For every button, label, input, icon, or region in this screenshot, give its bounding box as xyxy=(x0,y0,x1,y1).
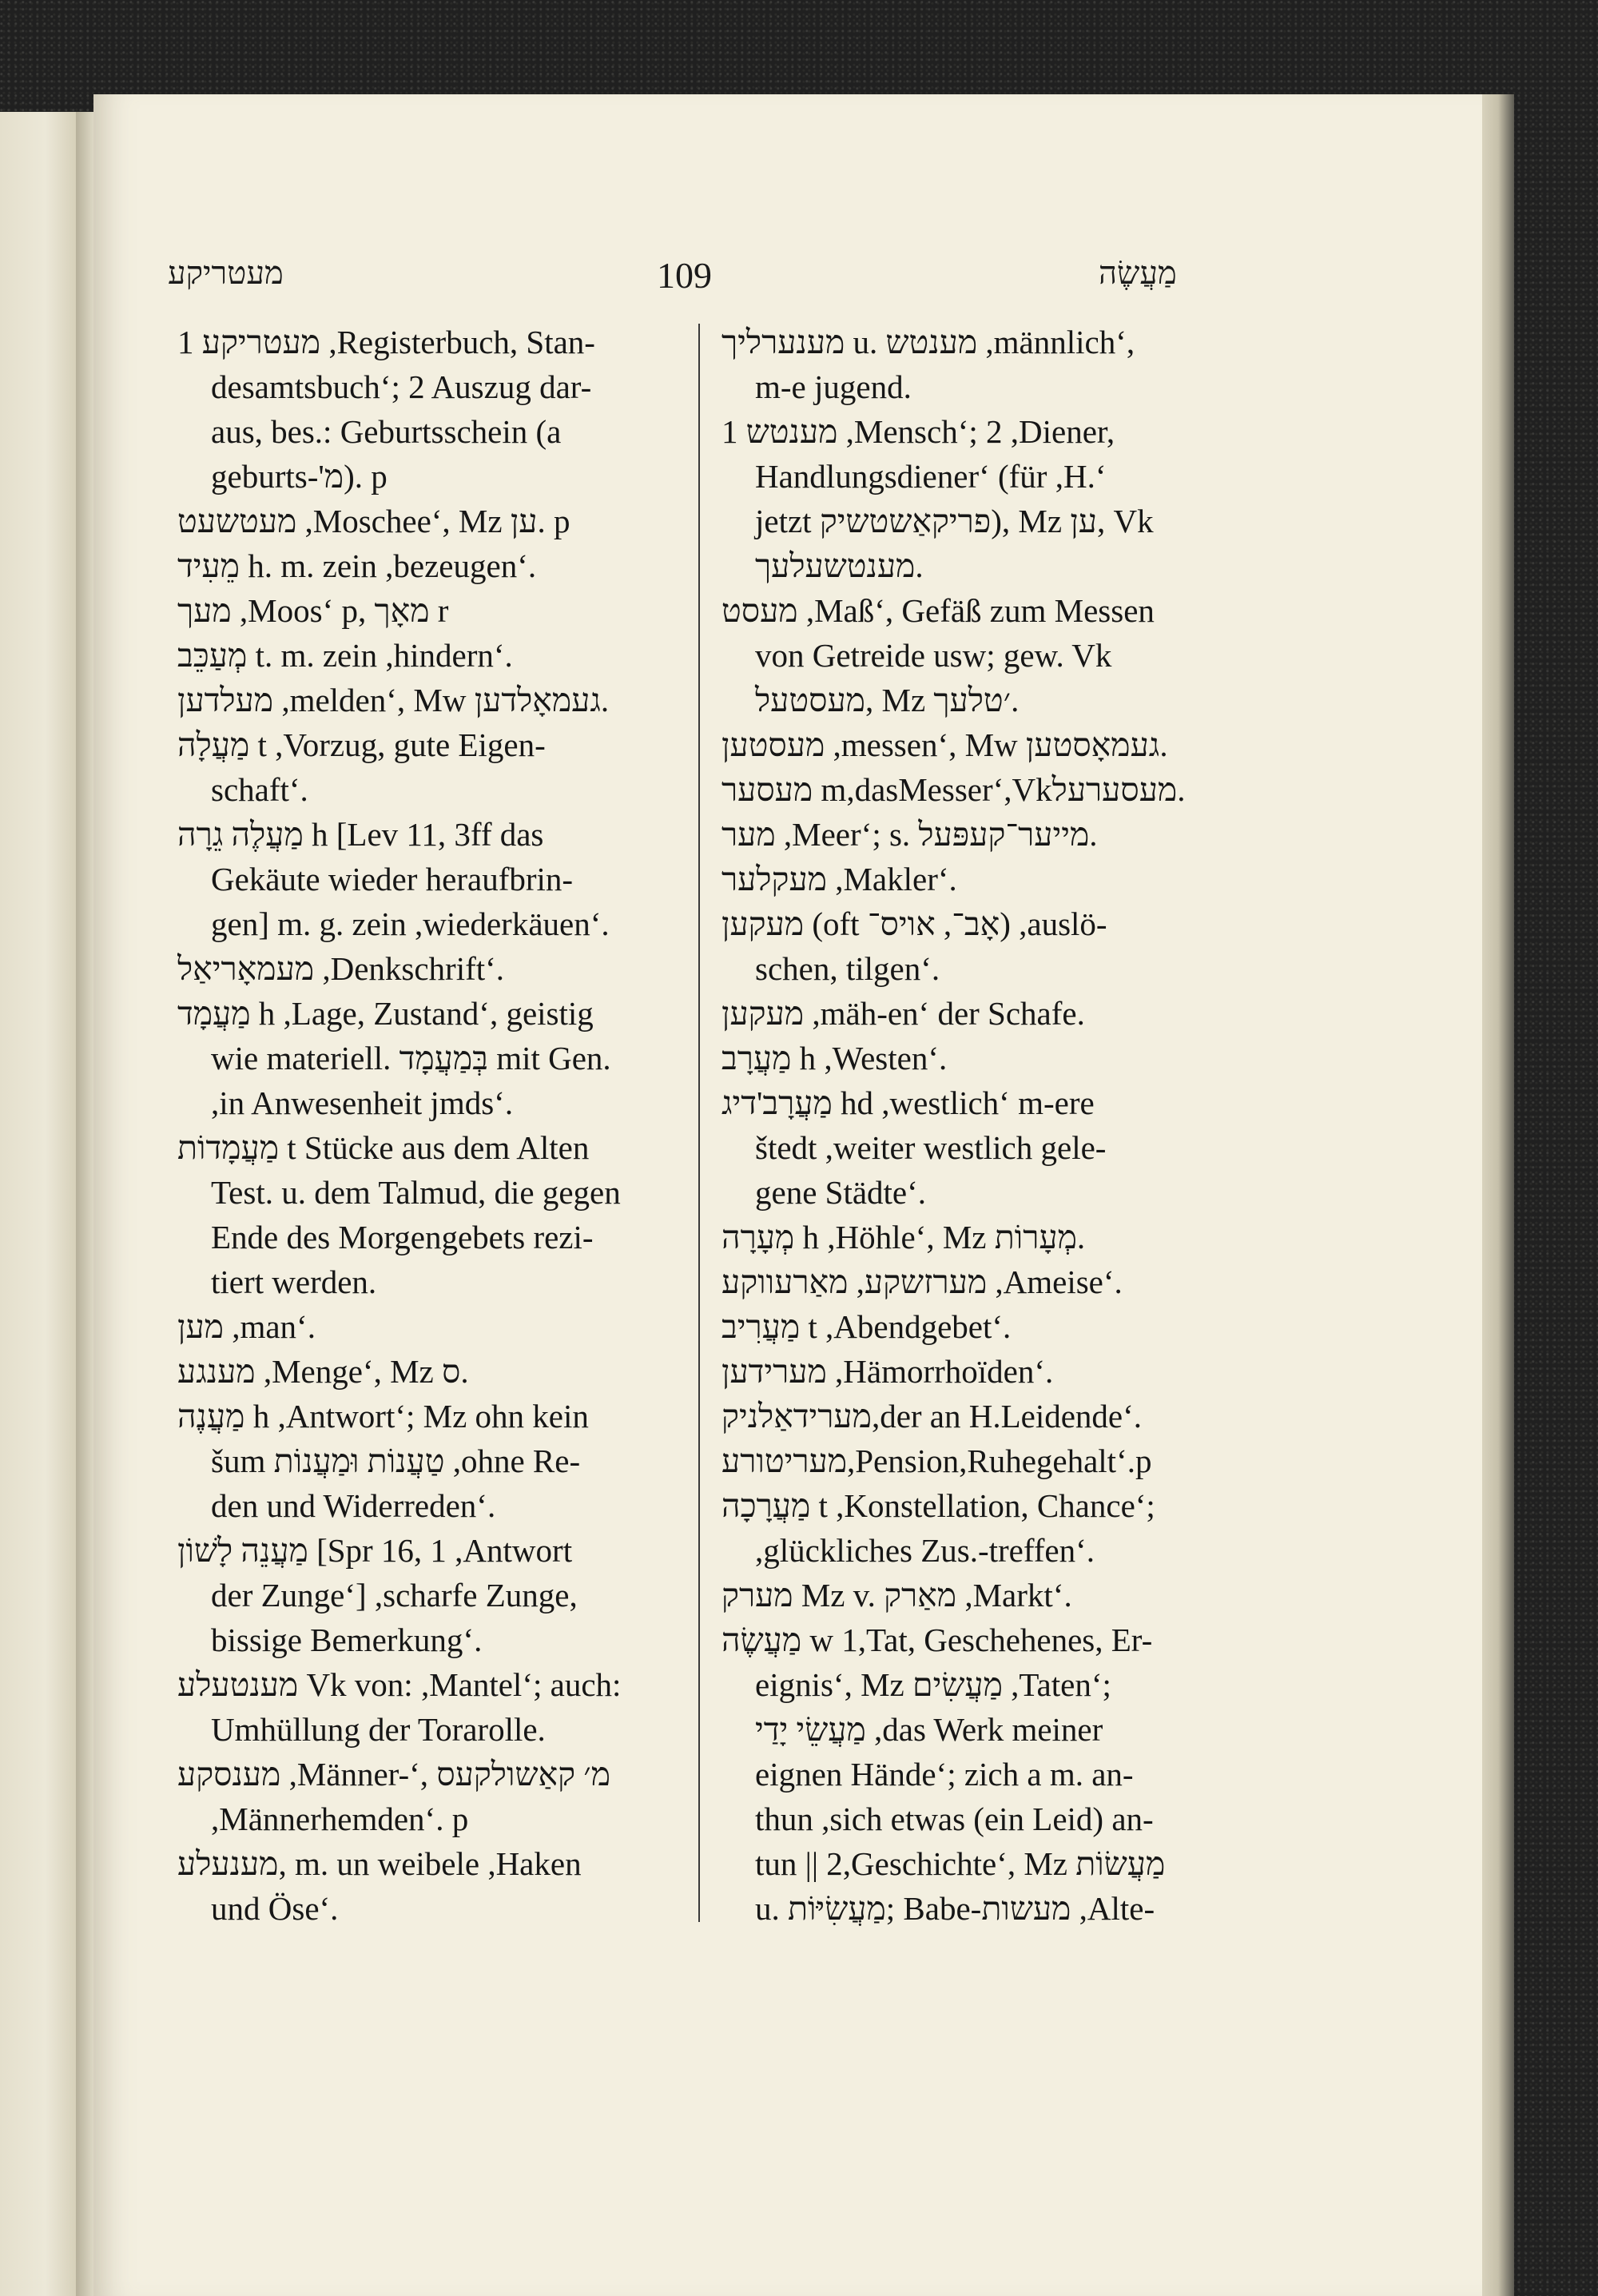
entry-headline: מְעַכֵּב t. m. zein ,hindern‘. xyxy=(177,637,513,674)
entry-continuation: Ende des Morgengebets rezi- xyxy=(211,1219,594,1255)
entry-headline: מעקען ,mäh-en‘ der Schafe. xyxy=(721,995,1085,1032)
dictionary-entry xyxy=(721,1438,1201,1483)
entry-continuation: ,glückliches Zus.-treffen‘. xyxy=(755,1532,1095,1569)
dictionary-entry xyxy=(177,812,679,946)
entry-continuation: von Getreide usw; gew. Vk xyxy=(755,637,1112,674)
dictionary-entry xyxy=(721,767,1201,812)
entry-headline: מַעֲרָכָה t ,Konstellation, Chance‘; xyxy=(721,1487,1155,1524)
running-head-right: מַעֲשֶׂה xyxy=(1099,255,1177,292)
dictionary-entry xyxy=(177,946,679,991)
dictionary-entry xyxy=(721,1483,1201,1573)
dictionary-entry xyxy=(721,320,1201,409)
dictionary-entry xyxy=(177,1528,679,1662)
right-column xyxy=(721,320,1201,1931)
dictionary-entry xyxy=(721,991,1201,1036)
dictionary-entry xyxy=(721,588,1201,722)
dictionary-entry xyxy=(177,1394,679,1528)
entry-headline: מעלדען ,melden‘, Mw געמאָלדען. xyxy=(177,682,610,718)
dictionary-entry xyxy=(177,320,679,499)
dictionary-entry xyxy=(177,588,679,633)
dictionary-entry xyxy=(177,678,679,722)
page-stack-edge xyxy=(1482,94,1514,2296)
entry-headline: מענטעלע Vk von: ,Mantel‘; auch: xyxy=(177,1666,622,1703)
entry-headline: מֵעִיד h. m. zein ,bezeugen‘. xyxy=(177,547,537,584)
dictionary-entry xyxy=(177,1349,679,1394)
dictionary-entry xyxy=(721,1349,1201,1394)
entry-continuation: eignen Hände‘; zich a m. an- xyxy=(755,1756,1134,1793)
entry-continuation: u. מַעֲשִׂיּוֹת; Babe-מעשות ,Alte- xyxy=(755,1890,1155,1927)
entry-headline: מעקען (oft אָב־, אויס־) ,auslö- xyxy=(721,905,1107,942)
entry-continuation: מעסטעל, Mz ׳טלעך. xyxy=(755,682,1020,718)
entry-headline: מעטשעט ,Moschee‘, Mz ען. p xyxy=(177,503,570,539)
dictionary-entry xyxy=(177,1125,679,1304)
entry-headline: מַעֲרָב'דיג hd ,westlich‘ m-ere xyxy=(721,1084,1095,1121)
entry-continuation: tun || 2,Geschichte‘, Mz מַעֲשׂוֹת xyxy=(755,1845,1166,1882)
left-column xyxy=(177,320,679,1931)
dictionary-entry xyxy=(177,722,679,812)
entry-headline: מערידאַלניק,der an H.Leidende‘. xyxy=(721,1398,1143,1435)
entry-continuation: šum טַעֲנוֹת וּמַעֲנוֹת ,ohne Re- xyxy=(211,1442,581,1479)
entry-continuation: gene Städte‘. xyxy=(755,1174,927,1211)
dictionary-entry xyxy=(177,1662,679,1752)
entry-headline: מעטריקע 1 ,Registerbuch, Stan- xyxy=(177,324,595,360)
entry-headline: מַעֲנֵה לָשׁוֹן [Spr 16, 1 ,Antwort xyxy=(177,1532,573,1569)
entry-continuation: štedt ,weiter westlich gele- xyxy=(755,1129,1107,1166)
entry-headline: מעך ,Moos‘ p, מאָך r xyxy=(177,592,449,629)
dictionary-entry xyxy=(721,1259,1201,1304)
entry-continuation: Handlungsdiener‘ (für ,H.‘ xyxy=(755,458,1107,495)
entry-continuation: ,Männerhemden‘. p xyxy=(211,1801,469,1837)
dictionary-entry xyxy=(177,1304,679,1349)
entry-continuation: tiert werden. xyxy=(211,1263,377,1300)
dictionary-entry xyxy=(721,812,1201,857)
entry-headline: מַעֲרִיב t ,Abendgebet‘. xyxy=(721,1308,1012,1345)
page-number: 109 xyxy=(657,255,712,296)
dictionary-entry xyxy=(721,1036,1201,1080)
entry-headline: מערידען ,Hämorrhoïden‘. xyxy=(721,1353,1054,1390)
entry-headline: מַעֲרָב h ,Westen‘. xyxy=(721,1040,948,1076)
entry-headline: מַעֲנֶה h ,Antwort‘; Mz ohn kein xyxy=(177,1398,589,1435)
entry-headline: מענטש 1 ,Mensch‘; 2 ,Diener, xyxy=(721,413,1115,450)
entry-continuation: schen, tilgen‘. xyxy=(755,950,940,987)
entry-continuation: den und Widerreden‘. xyxy=(211,1487,496,1524)
dictionary-entry xyxy=(177,633,679,678)
entry-continuation: מַעֲשֵׂי יָדַי ,das Werk meiner xyxy=(755,1711,1103,1748)
entry-headline: מענסקע ,Männer-‘, מ׳ קאַשולקעס xyxy=(177,1756,611,1793)
entry-headline: מערזשקע, מאַרעווקע ,Ameise‘. xyxy=(721,1263,1123,1300)
entry-headline: מענערליך u. מענטש ,männlich‘, xyxy=(721,324,1135,360)
dictionary-entry xyxy=(721,409,1201,588)
dictionary-entry xyxy=(177,543,679,588)
dictionary-entry xyxy=(721,1394,1201,1438)
entry-headline: מעסער m,dasMesser‘,Vkמעסערעל. xyxy=(721,771,1186,808)
entry-headline: מעסטען ,messen‘, Mw געמאָסטען. xyxy=(721,726,1168,763)
entry-headline: מַעֲלָה t ,Vorzug, gute Eigen- xyxy=(177,726,546,763)
entry-headline: מער ,Meer‘; s. מייער־קעפּעל. xyxy=(721,816,1098,853)
entry-continuation: bissige Bemerkung‘. xyxy=(211,1622,483,1658)
dictionary-entry xyxy=(177,499,679,543)
entry-continuation: schaft‘. xyxy=(211,771,308,808)
entry-continuation: desamtsbuch‘; 2 Auszug dar- xyxy=(211,368,592,405)
entry-continuation: Test. u. dem Talmud, die gegen xyxy=(211,1174,621,1211)
entry-continuation: und Öse‘. xyxy=(211,1890,339,1927)
entry-headline: מַעֲשֶׂה w 1,Tat, Geschehenes, Er- xyxy=(721,1622,1153,1658)
entry-headline: מַעֲמָד h ,Lage, Zustand‘, geistig xyxy=(177,995,594,1032)
dictionary-entry xyxy=(177,1841,679,1931)
entry-headline: מעמאָריאַל ,Denkschrift‘. xyxy=(177,950,505,987)
entry-headline: מערק Mz v. מאַרק ,Markt‘. xyxy=(721,1577,1072,1614)
entry-headline: מעסט ,Maß‘, Gefäß zum Messen xyxy=(721,592,1155,629)
book-gutter xyxy=(76,112,93,2296)
dictionary-entry xyxy=(721,1618,1201,1931)
entry-headline: מעריטורע,Pension,Ruhegehalt‘.p xyxy=(721,1442,1152,1479)
entry-continuation: der Zunge‘] ,scharfe Zunge, xyxy=(211,1577,578,1614)
entry-continuation: ,in Anwesenheit jmds‘. xyxy=(211,1084,514,1121)
entry-headline: מַעֲמָדוֹת t Stücke aus dem Alten xyxy=(177,1129,590,1166)
entry-headline: מענגע ,Menge‘, Mz ס. xyxy=(177,1353,469,1390)
entry-continuation: gen] m. g. zein ,wiederkäuen‘. xyxy=(211,905,610,942)
dictionary-entry xyxy=(721,901,1201,991)
dictionary-entry xyxy=(721,857,1201,901)
entry-headline: מַעֲלֶה גֵרָה h [Lev 11, 3ff das xyxy=(177,816,544,853)
entry-continuation: מענטשעלעך. xyxy=(755,547,924,584)
dictionary-entry xyxy=(721,1304,1201,1349)
entry-continuation: wie materiell. בְּמַעֲמָד mit Gen. xyxy=(211,1040,611,1076)
dictionary-entry xyxy=(177,1752,679,1841)
entry-continuation: geburts-'מ). p xyxy=(211,458,388,495)
entry-headline: מענעלע, m. un weibele ,Haken xyxy=(177,1845,582,1882)
entry-continuation: Umhüllung der Torarolle. xyxy=(211,1711,546,1748)
dictionary-entry xyxy=(177,991,679,1125)
entry-continuation: jetzt פריקאַשטשיק), Mz ען, Vk xyxy=(755,503,1154,539)
entry-continuation: Gekäute wieder heraufbrin- xyxy=(211,861,574,897)
entry-continuation: m-e jugend. xyxy=(755,368,912,405)
dictionary-entry xyxy=(721,1573,1201,1618)
entry-continuation: aus, bes.: Geburtsschein (a xyxy=(211,413,562,450)
previous-page-edge xyxy=(0,112,78,2296)
dictionary-entry xyxy=(721,1215,1201,1259)
entry-headline: מען ,man‘. xyxy=(177,1308,316,1345)
entry-continuation: eignis‘, Mz מַעֲשִׂים ,Taten‘; xyxy=(755,1666,1111,1703)
entry-continuation: thun ,sich etwas (ein Leid) an- xyxy=(755,1801,1154,1837)
dictionary-entry xyxy=(721,722,1201,767)
entry-headline: מעקלער ,Makler‘. xyxy=(721,861,957,897)
dictionary-entry xyxy=(721,1080,1201,1215)
entry-headline: מְעָרָה h ,Höhle‘, Mz מְעָרוֹת. xyxy=(721,1219,1086,1255)
column-divider xyxy=(698,324,700,1922)
running-head-left: מעטריקע xyxy=(168,255,284,292)
